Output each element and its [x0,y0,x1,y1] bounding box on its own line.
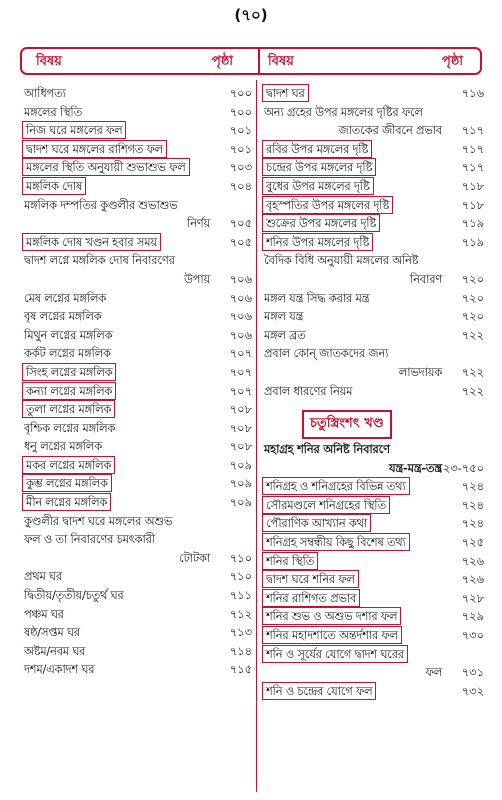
contents-entry [22,363,252,382]
entry-title: নির্ণয় [186,216,210,231]
entry-title: নিজ ঘরে মঙ্গলের ফল [22,121,126,139]
entry-page-number: ৭০৭ [229,346,252,361]
entry-title: দ্বিতীয়/তৃতীয়/চতুর্থ ঘর [24,588,124,603]
contents-entry [22,512,252,531]
entry-page-number: ৭৩২ [461,683,484,698]
contents-entry [262,645,484,664]
contents-entry [262,589,484,608]
entry-title: মিথুন লগ্নের মঙ্গলিক [24,327,113,342]
entry-title: যন্ত্র-মন্ত্র-তন্ত্র [388,460,442,475]
header-left-page: পৃষ্ঠা [212,54,234,69]
right-contents-top [262,84,484,400]
entry-page-number: ৭২৪ [461,497,484,512]
contents-entry [22,307,252,326]
entry-title: প্রবাল কোন্ জাতকদের জন্য [264,346,389,361]
header-divider [258,49,260,73]
entry-title: পৌরাণিক আখ্যান কথা [262,514,371,532]
entry-title: ষষ্ঠ/সপ্তম ঘর [24,625,80,640]
contents-entry [22,605,252,624]
header-right-page: পৃষ্ঠা [442,54,464,69]
entry-title: শনি ও চন্দ্রের যোগে ফল [262,682,376,700]
contents-entry [22,177,252,196]
entry-title: বৈদিক বিধি অনুযায়ী মঙ্গলের অনিষ্ট [264,253,419,268]
contents-entry [262,121,484,140]
contents-entry [262,496,484,515]
entry-title: পঞ্চম ঘর [24,606,64,621]
contents-entry [22,214,252,233]
contents-entry [262,514,484,533]
header-right-subject: বিষয় [268,54,294,69]
entry-title: ফল [425,665,442,680]
entry-title: মেষ লগ্নের মঙ্গলিক [24,290,107,305]
entry-page-number: ৭০৭ [229,383,252,398]
contents-header [20,47,482,75]
entry-title: রবির উপর মঙ্গলের দৃষ্টি [262,140,372,158]
entry-title: দ্বাদশ ঘর [262,84,309,102]
entry-title: বুধের উপর মঙ্গলের দৃষ্টি [262,177,374,195]
entry-title: মঙ্গলিক দম্পতির কুণ্ডলীর শুভাশুভ [24,197,178,212]
contents-entry [22,233,252,252]
entry-page-number: ৭০৯ [229,495,252,510]
contents-entry [262,84,484,103]
entry-title: শনির শুভ ও অশুভ দশার ফল [262,607,401,625]
contents-entry [22,103,252,122]
entry-title: ফল ও তা নিবারণের চমৎকারী [24,532,155,547]
contents-entry [22,326,252,345]
contents-entry [262,344,484,363]
contents-entry [22,660,252,679]
contents-entry [22,530,252,549]
entry-title: শনির রাশিগত প্রভাব [262,589,360,607]
contents-entry [262,103,484,122]
contents-entry [262,158,484,177]
entry-title: লাভদায়ক [398,364,442,379]
entry-page-number: ৭১৮ [461,178,484,193]
entry-title: শনির উপর মঙ্গলের দৃষ্টি [262,233,373,251]
contents-entry [22,251,252,270]
entry-title: শনিগ্রহ ও শনিগ্রহের বিভিন্ন তথ্য [262,477,410,495]
contents-entry [262,289,484,308]
entry-title: প্রথম ঘর [24,569,62,584]
entry-title: মঙ্গলের স্থিতি অনুযায়ী শুভাশুভ ফল [22,158,190,176]
entry-page-number: ৭২২ [461,364,484,379]
contents-entry [22,493,252,512]
entry-page-number: ৭০০ [229,86,252,100]
contents-entry [262,214,484,233]
contents-entry [22,567,252,586]
contents-entry [262,459,484,478]
entry-page-number: ৭২৪ [461,516,484,531]
contents-entry [262,533,484,552]
contents-entry [262,552,484,571]
entry-page-number: ৭০৫ [229,216,252,231]
entry-page-number: ৭৩১ [461,665,484,680]
entry-title: ধনু লগ্নের মঙ্গলিক [24,439,102,454]
entry-page-number: ৭৩০ [461,628,484,643]
entry-title: দ্বাদশ ঘরে শনির ফল [262,570,359,588]
contents-entry [262,682,484,701]
entry-page-number: ৭০০ [229,104,252,119]
entry-page-number: ৭০৯ [229,457,252,472]
contents-entry [262,363,484,382]
page-number: (৭০) [234,6,268,24]
entry-page-number: ৭০৬ [229,309,252,324]
entry-title: কুণ্ডলীর দ্বাদশ ঘরে মঙ্গলের অশুভ [24,513,173,528]
entry-page-number: ৭১২ [229,606,252,621]
entry-title: আধিপত্য [24,86,66,100]
entry-page-number: ৭০৪ [229,178,252,193]
entry-title: বৃহস্পতির উপর মঙ্গলের দৃষ্টি [262,196,393,214]
entry-page-number: ৭১৭ [461,160,484,175]
entry-page-number: ৭০৮ [229,439,252,454]
entry-title: দশম/একাদশ ঘর [24,662,95,677]
section-heading-label: চতুস্ত্রিংশৎ খণ্ড [302,410,392,439]
contents-entry [22,289,252,308]
entry-title: মীন লগ্নের মঙ্গলিক [22,493,111,511]
contents-entry [22,642,252,661]
entry-title: উপায় [183,271,210,286]
entry-title: মঙ্গলের স্থিতি [24,104,83,119]
entry-page-number: ৭১৮ [461,197,484,212]
entry-page-number: ৭১০ [229,569,252,584]
contents-entry [22,344,252,363]
contents-entry [22,549,252,568]
contents-entry [22,456,252,475]
contents-entry [262,307,484,326]
column-divider [256,80,257,792]
entry-title: শুক্রের উপর মঙ্গলের দৃষ্টি [262,214,380,232]
entry-page-number: ৭০৬ [229,327,252,342]
entry-title: অন্য গ্রহের উপর মঙ্গলের দৃষ্টির ফলে [264,104,423,119]
entry-page-number: ৭১০ [229,550,252,565]
entry-page-number: ৭০১ [229,123,252,138]
contents-entry [262,570,484,589]
entry-title: জাতকের জীবনে প্রভাব [338,123,442,138]
entry-title: মঙ্গলিক দোষ খণ্ডন হবার সময় [22,233,161,251]
entry-title: মঙ্গল ব্রত [264,327,306,342]
entry-page-number: ৭১৭ [461,123,484,138]
entry-page-number: ৭০৩ [229,160,252,175]
entry-title: দ্বাদশ ঘরে মঙ্গলের রাশিগত ফল [22,140,167,158]
contents-entry [22,474,252,493]
entry-title: কর্কট লগ্নের মঙ্গলিক [24,346,111,361]
contents-entry [22,419,252,438]
entry-page-number: ৭১৫ [229,662,252,677]
entry-page-number: ৭১৯ [461,234,484,249]
entry-title: সিংহ লগ্নের মঙ্গলিক [22,363,116,381]
entry-title: দ্বাদশ লগ্নে মঙ্গলিক দোষ নিবারণের [24,253,175,268]
entry-page-number: ৭০৫ [229,234,252,249]
entry-page-number: ৭০১ [229,141,252,156]
entry-page-number: ৭১৪ [229,643,252,658]
contents-entry [262,663,484,682]
entry-title: শনির মহাদশাতে অন্তর্দশার ফল [262,626,402,644]
entry-page-number: ৭২৬ [461,572,484,587]
entry-page-number: ৭০৬ [229,271,252,286]
contents-entry [262,626,484,645]
entry-title: মঙ্গল যন্ত্র [264,309,304,324]
entry-title: তুলা লগ্নের মঙ্গলিক [22,400,115,418]
entry-title: শনিগ্রহ সম্বন্ধীয় কিছু বিশেষ তথ্য [262,533,410,551]
entry-title: অষ্টম/নবম ঘর [24,643,86,658]
contents-entry [22,586,252,605]
entry-title: মঙ্গলিক দোষ [22,177,86,195]
entry-page-number: ৭০৯ [229,476,252,491]
contents-entry [262,477,484,496]
entry-title: মকর লগ্নের মঙ্গলিক [22,456,115,474]
contents-entry [22,270,252,289]
entry-page-number: ৭০৭ [229,364,252,379]
entry-title: নিবারণ [409,271,442,286]
entry-title: মঙ্গল যন্ত্র সিদ্ধ করার মন্ত্র [264,290,370,305]
contents-entry [22,158,252,177]
contents-entry [22,400,252,419]
contents-entry [22,623,252,642]
entry-page-number: ৭২৩-৭৫০ [435,460,484,475]
entry-page-number: ৭২৫ [461,535,484,550]
entry-page-number: ৭২০ [461,309,484,324]
entry-title: সৌরমণ্ডলে শনিগ্রহের স্থিতি [262,496,390,514]
entry-page-number: ৭১৯ [461,216,484,231]
contents-entry [262,270,484,289]
entry-page-number: ৭২৮ [461,590,484,605]
entry-title: মহাগ্রহ শনির অনিষ্ট নিবারণে [264,442,390,457]
entry-title: প্রবাল ধারণের নিয়ম [264,383,353,398]
contents-entry [262,233,484,252]
contents-entry [22,196,252,215]
contents-entry [262,326,484,345]
contents-entry [262,440,484,459]
contents-entry [22,437,252,456]
entry-title: শনির স্থিতি [262,552,318,570]
entry-page-number: ৭২২ [461,383,484,398]
contents-entry [22,140,252,159]
entry-title: চন্দ্রের উপর মঙ্গলের দৃষ্টি [262,158,376,176]
contents-entry [262,177,484,196]
contents-entry [262,607,484,626]
entry-page-number: ৭১৩ [229,625,252,640]
entry-page-number: ৭১৬ [461,86,484,100]
entry-title: বৃশ্চিক লগ্নের মঙ্গলিক [24,420,116,435]
entry-page-number: ৭০৬ [229,290,252,305]
entry-page-number: ৭২০ [461,290,484,305]
right-contents-bottom [262,440,484,700]
entry-page-number: ৭২৯ [461,609,484,624]
entry-page-number: ৭১১ [229,588,252,603]
contents-entry [22,84,252,103]
entry-page-number: ৭০৮ [229,420,252,435]
entry-title: বৃষ লগ্নের মঙ্গলিক [24,309,102,324]
right-contents-column [262,84,484,700]
header-left-subject: বিষয় [36,54,62,69]
entry-title: শনি ও সূর্যের যোগে দ্বাদশ ঘরের [262,645,408,663]
contents-entry [262,140,484,159]
section-heading [262,406,484,436]
entry-page-number: ৭২০ [461,271,484,286]
entry-page-number: ৭২২ [461,327,484,342]
entry-title: কন্যা লগ্নের মঙ্গলিক [22,382,116,400]
entry-page-number: ৭২৪ [461,479,484,494]
entry-title: টোটকা [178,550,210,565]
entry-page-number: ৭১৭ [461,141,484,156]
entry-page-number: ৭০৮ [229,402,252,417]
left-contents-column [22,84,252,679]
contents-entry [22,121,252,140]
contents-entry [262,251,484,270]
contents-entry [262,196,484,215]
entry-title: কুম্ভ লগ্নের মঙ্গলিক [22,474,112,492]
entry-page-number: ৭২৬ [461,553,484,568]
contents-entry [22,382,252,401]
contents-entry [262,382,484,401]
